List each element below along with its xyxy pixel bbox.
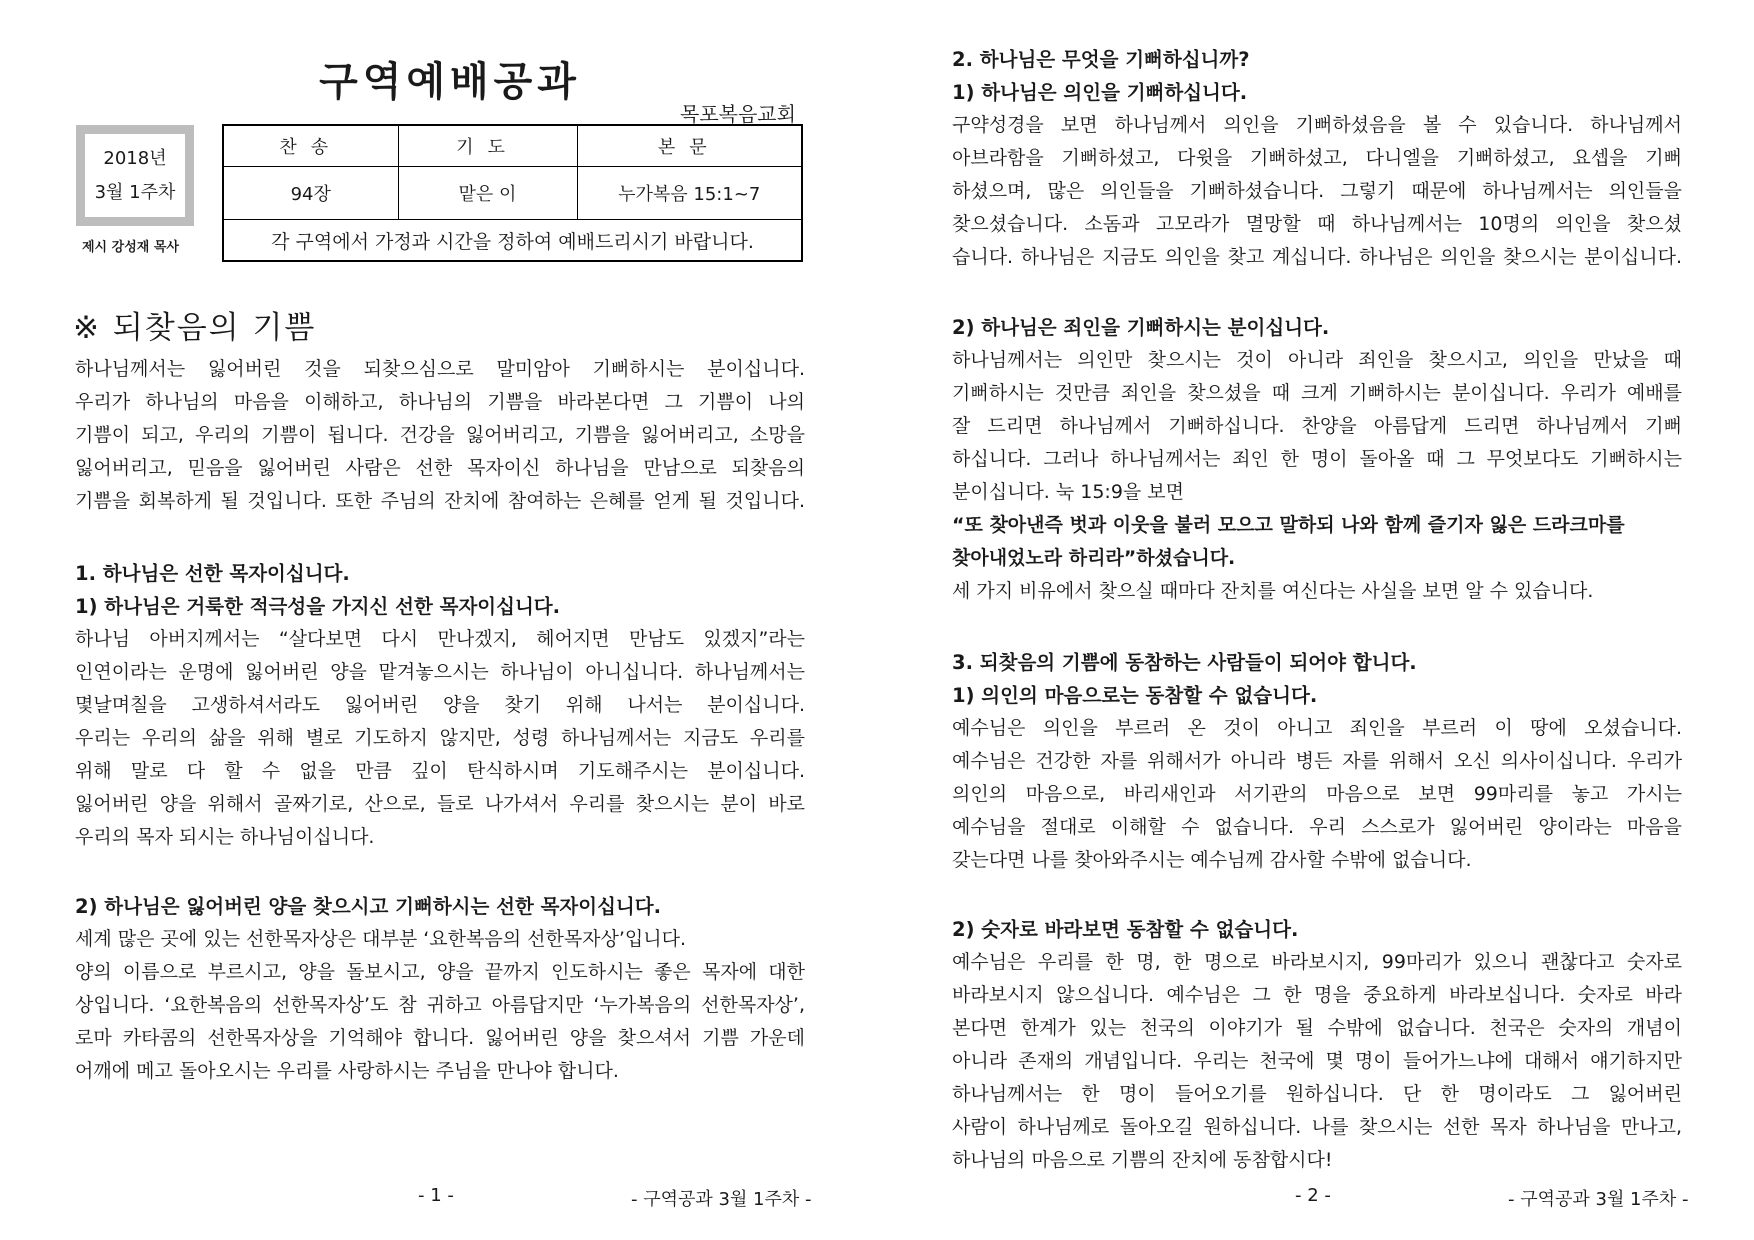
worship-info-table xyxy=(222,124,803,262)
point-3-1-heading: 1) 의인의 마음으로는 동참할 수 없습니다. xyxy=(952,684,1318,707)
point-3-1-paragraph xyxy=(952,712,1682,877)
document-title: 구역예배공과 xyxy=(319,59,581,105)
text-line: 예수님은 건강한 자를 위해서가 아니라 병든 자를 위해서 오신 의사이십니다. 우리가 xyxy=(952,750,1682,772)
point-2-2-paragraph xyxy=(952,344,1682,608)
hymn-value: 94장 xyxy=(223,167,398,220)
point-1-2-paragraph xyxy=(75,923,805,1088)
text-line: 인연이라는 운명에 잃어버린 양을 맡겨놓으시는 하나님이 아니십니다. 하나님께서는 xyxy=(75,661,805,683)
header-scripture: 본문 xyxy=(577,125,802,167)
footer-label-2: - 구역공과 3월 1주차 - xyxy=(1508,1189,1689,1210)
point-3-2-paragraph xyxy=(952,946,1682,1177)
page-number-2: - 2 - xyxy=(1295,1185,1331,1206)
point-2-2-heading: 2) 하나님은 죄인을 기뻐하시는 분이십니다. xyxy=(952,316,1330,339)
text-line: 우리의 목자 되시는 하나님이십니다. xyxy=(75,826,375,848)
point-2-heading: 2. 하나님은 무엇을 기뻐하십니까? xyxy=(952,48,1250,71)
text-line: 예수님은 우리를 한 명, 한 명으로 바라보시지, 99마리가 있으니 괜찮다고 숫자로 xyxy=(952,951,1682,973)
table-note: 각 구역에서 가정과 시간을 정하여 예배드리시기 바랍니다. xyxy=(223,220,802,262)
header-prayer: 기도 xyxy=(398,125,577,167)
footer-label-1: - 구역공과 3월 1주차 - xyxy=(631,1189,812,1210)
church-name: 목포복음교회 xyxy=(680,102,796,126)
text-line: 어깨에 메고 돌아오시는 우리를 사랑하시는 주님을 만나야 합니다. xyxy=(75,1060,619,1082)
scripture-quote-line: “또 찾아낸즉 벗과 이웃을 불러 모으고 말하되 나와 함께 즐기자 잃은 드라크마를 xyxy=(952,514,1625,536)
text-line: 갖는다면 나를 찾아와주시는 예수님께 감사할 수밖에 없습니다. xyxy=(952,849,1472,871)
text-line: 하나님 아버지께서는 “살다보면 다시 만나겠지, 헤어지면 만남도 있겠지”라는 xyxy=(75,628,805,650)
text-line: 하나님께서는 한 명이 들어오기를 원하십니다. 단 한 명이라도 그 잃어버린 xyxy=(952,1083,1682,1105)
text-line: 하나님의 마음으로 기쁨의 잔치에 동참합시다! xyxy=(952,1149,1333,1171)
text-line: 로마 카타콤의 선한목자상을 기억해야 합니다. 잃어버린 양을 찾으셔서 기쁨 가운데 xyxy=(75,1027,805,1049)
text-line: 잃어버린 양을 위해서 골짜기로, 산으로, 들로 나가셔서 우리를 찾으시는 분이 바로 xyxy=(75,793,805,815)
text-line: 우리가 하나님의 마음을 이해하고, 하나님의 기쁨을 바라본다면 그 기쁨이 나의 xyxy=(75,391,805,413)
text-line: 사람이 하나님께로 돌아오길 원하십니다. 나를 찾으시는 선한 목자 하나님을 만나고, xyxy=(952,1116,1682,1138)
text-line: 잃어버리고, 믿음을 잃어버린 사람은 선한 목자이신 하나님을 만남으로 되찾음의 xyxy=(75,457,805,479)
date-week: 3월 1주차 xyxy=(94,181,176,203)
point-2-1-paragraph xyxy=(952,109,1682,274)
header-hymn: 찬송 xyxy=(223,125,398,167)
point-2-1-heading: 1) 하나님은 의인을 기뻐하십니다. xyxy=(952,81,1248,104)
text-line: 습니다. 하나님은 지금도 의인을 찾고 계십니다. 하나님은 의인을 찾으시는 분이십니다. xyxy=(952,246,1682,268)
date-box xyxy=(76,125,194,226)
pastor-name: 제시 강성재 목사 xyxy=(82,240,179,255)
text-line: 예수님은 의인을 부르러 온 것이 아니고 죄인을 부르러 이 땅에 오셨습니다. xyxy=(952,717,1682,739)
text-line: 찾으셨습니다. 소돔과 고모라가 멸망할 때 하나님께서는 10명의 의인을 찾으셨 xyxy=(952,213,1682,235)
text-line: 의인의 마음으로, 바리새인과 서기관의 마음으로 보면 99마리를 놓고 가시는 xyxy=(952,783,1682,805)
intro-paragraph xyxy=(75,353,805,518)
point-1-heading: 1. 하나님은 선한 목자이십니다. xyxy=(75,562,350,585)
text-line: 구약성경을 보면 하나님께서 의인을 기뻐하셨음을 볼 수 있습니다. 하나님께서 xyxy=(952,114,1682,136)
text-line: 기쁨이 되고, 우리의 기쁨이 됩니다. 건강을 잃어버리고, 기쁨을 잃어버리고, 소망을 xyxy=(75,424,805,446)
text-line: 위해 말로 다 할 수 없을 만큼 깊이 탄식하시며 기도해주시는 분이십니다. xyxy=(75,760,805,782)
point-1-1-paragraph xyxy=(75,623,805,854)
table-value-row xyxy=(223,167,802,220)
text-line: 세계 많은 곳에 있는 선한목자상은 대부분 ‘요한복음의 선한목자상’입니다. xyxy=(75,928,687,950)
text-line: 아니라 존재의 개념입니다. 우리는 천국에 몇 명이 들어가느냐에 대해서 얘기하지만 xyxy=(952,1050,1682,1072)
text-line: 예수님을 절대로 이해할 수 없습니다. 우리 스스로가 잃어버린 양이라는 마음을 xyxy=(952,816,1682,838)
text-line: 세 가지 비유에서 찾으실 때마다 잔치를 여신다는 사실을 보면 알 수 있습니다. xyxy=(952,580,1594,602)
point-3-heading: 3. 되찾음의 기쁨에 동참하는 사람들이 되어야 합니다. xyxy=(952,651,1417,674)
page-number-1: - 1 - xyxy=(418,1185,454,1206)
text-line: 하나님께서는 잃어버린 것을 되찾으심으로 말미암아 기뻐하시는 분이십니다. xyxy=(75,358,805,380)
table-header-row xyxy=(223,125,802,167)
scripture-value: 누가복음 15:1~7 xyxy=(577,167,802,220)
point-1-1-heading: 1) 하나님은 거룩한 적극성을 가지신 선한 목자이십니다. xyxy=(75,595,561,618)
text-line: 본다면 한계가 있는 천국의 이야기가 될 수밖에 없습니다. 천국은 숫자의 개념이 xyxy=(952,1017,1682,1039)
text-line: 상입니다. ‘요한복음의 선한목자상’도 참 귀하고 아름답지만 ‘누가복음의 선한목자상’, xyxy=(75,994,805,1016)
point-3-2-heading: 2) 숫자로 바라보면 동참할 수 없습니다. xyxy=(952,918,1299,941)
text-line: 잘 드리면 하나님께서 기뻐하십니다. 찬양을 아름답게 드리면 하나님께서 기뻐 xyxy=(952,415,1682,437)
table-note-row xyxy=(223,220,802,262)
text-line: 양의 이름으로 부르시고, 양을 돌보시고, 양을 끝까지 인도하시는 좋은 목자에 대한 xyxy=(75,961,805,983)
prayer-value: 맡은 이 xyxy=(398,167,577,220)
text-line: 분이십니다. 눅 15:9을 보면 xyxy=(952,481,1185,503)
text-line: 아브라함을 기뻐하셨고, 다윗을 기뻐하셨고, 다니엘을 기뻐하셨고, 요셉을 기뻐 xyxy=(952,147,1682,169)
text-line: 기뻐하시는 것만큼 죄인을 찾으셨을 때 크게 기뻐하시는 분이십니다. 우리가 예배를 xyxy=(952,382,1682,404)
date-year: 2018년 xyxy=(103,147,167,169)
text-line: 바라보시지 않으십니다. 예수님은 그 한 명을 중요하게 바라보십니다. 숫자로 바라 xyxy=(952,984,1682,1006)
text-line: 하나님께서는 의인만 찾으시는 것이 아니라 죄인을 찾으시고, 의인을 만났을 때 xyxy=(952,349,1682,371)
text-line: 기쁨을 회복하게 될 것입니다. 또한 주님의 잔치에 참여하는 은혜를 얻게 될 것입니다. xyxy=(75,490,805,512)
text-line: 하셨으며, 많은 의인들을 기뻐하셨습니다. 그렇기 때문에 하나님께서는 의인들을 xyxy=(952,180,1682,202)
point-1-2-heading: 2) 하나님은 잃어버린 양을 찾으시고 기뻐하시는 선한 목자이십니다. xyxy=(75,895,662,918)
scripture-quote-line: 찾아내었노라 하리라”하셨습니다. xyxy=(952,547,1236,569)
text-line: 하십니다. 그러나 하나님께서는 죄인 한 명이 돌아올 때 그 무엇보다도 기뻐하시는 xyxy=(952,448,1682,470)
text-line: 몇날며칠을 고생하셔서라도 잃어버린 양을 찾기 위해 나서는 분이십니다. xyxy=(75,694,805,716)
section-title: ※ 되찾음의 기쁨 xyxy=(73,310,317,346)
text-line: 우리는 우리의 삶을 위해 별로 기도하지 않지만, 성령 하나님께서는 지금도 우리를 xyxy=(75,727,805,749)
